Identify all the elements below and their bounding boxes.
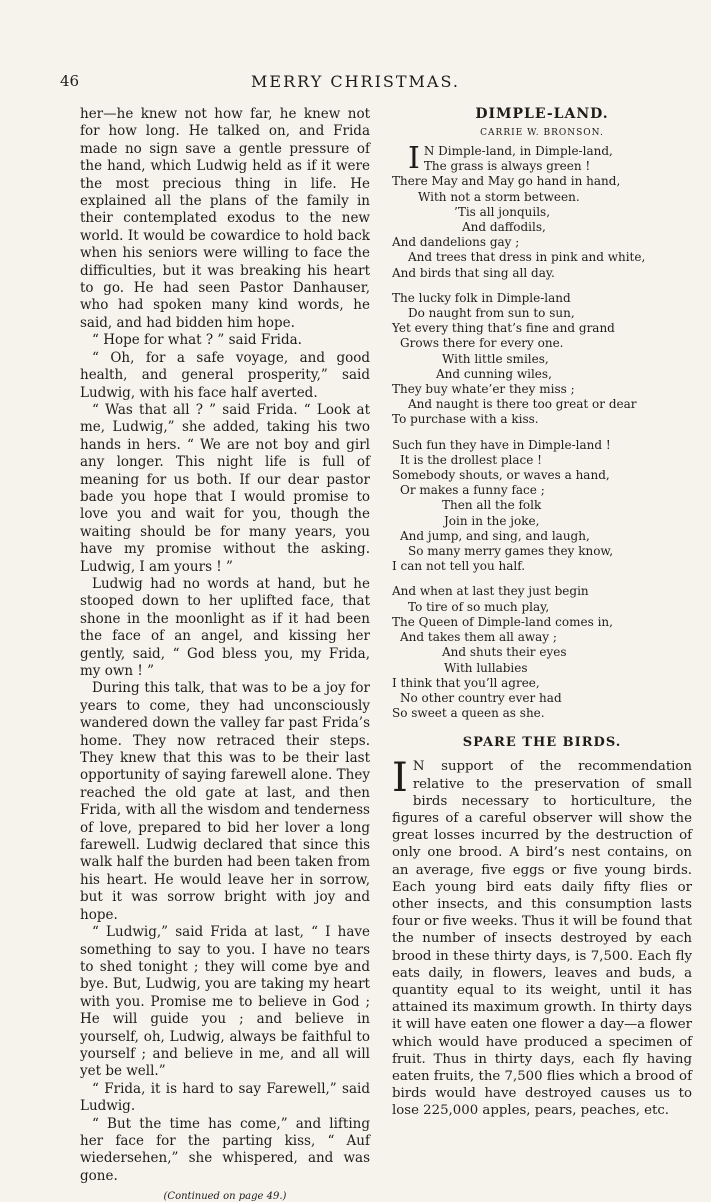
- poem-line-text: And shuts their eyes: [442, 645, 567, 660]
- poem-line-text: To purchase with a kiss.: [392, 412, 539, 427]
- poem-line: [392, 235, 692, 250]
- poem-line-text: And jump, and sing, and laugh,: [400, 528, 590, 543]
- continued-note: (Continued on page 49.): [163, 1191, 287, 1202]
- poem-line-text: N Dimple-land, in Dimple-land,: [423, 144, 613, 158]
- poem-line-text: With lullabies: [444, 660, 528, 675]
- poem-line-text: The grass is always green !: [423, 159, 591, 174]
- poem-line: [392, 291, 692, 306]
- poem-line: [392, 220, 692, 235]
- page-number: 46: [60, 72, 80, 90]
- poem-line-text: They buy whate’er they miss ;: [392, 382, 575, 397]
- poem-line: [392, 661, 692, 676]
- poem-line: [392, 514, 692, 529]
- story-paragraph: “ But the time has come,” and lifting her face for the parting kiss, “ Auf wiedersehen,” she whispered, and was gone.: [80, 1115, 370, 1184]
- poem-line: [392, 190, 692, 205]
- article-text: N support of the recommendation relative to the preservation of small birds necessary to horticulture, the figures of a careful observer will show the great losses incurred by the destruction of only one brood. A bird’s nest contains, on an average, five eggs or five young birds. Each young bird eats daily fifty flies or other insects, and this consumption lasts four or five weeks. Thus it will be found that the number of insects destroyed by each brood in these thirty days, is 7,500. Each fly eats daily, in flowers, leaves and buds, a quantity equal to its weight, until it has attained its maximum growth. In thirty days it will have eaten one flower a day—a flower which would have produced a specimen of fruit. Thus in thirty days, each fly having eaten fruits, the 7,500 flies which a brood of birds would have destroyed causes us to lose 225,000 apples, pears, peaches, etc.: [392, 759, 692, 1119]
- poem-line: [392, 438, 692, 453]
- article-body: [392, 755, 692, 1119]
- poem-line: [392, 529, 692, 544]
- poem-line-text: The lucky folk in Dimple-land: [392, 290, 571, 305]
- poem-line: [392, 483, 692, 498]
- poem-line: [392, 367, 692, 382]
- story-paragraph: “ Was that all ? ” said Frida. “ Look at me, Ludwig,” she added, taking his two hands in hers. “ We are not boy and girl any longer. This night life is full of meaning for us both. If our dear pastor bade you hope that I would promise to love you and wait for you, though the waiting should be for many years, you have my promise without the asking. Ludwig, I am yours ! ”: [80, 401, 370, 575]
- poem-line: [392, 352, 692, 367]
- poem-stanza: [392, 438, 692, 575]
- poem-title: DIMPLE-LAND.: [475, 106, 609, 122]
- poem-line: [392, 250, 692, 265]
- poem-line: [392, 676, 692, 691]
- poem-line: [392, 174, 692, 189]
- poem-line: [392, 630, 692, 645]
- poem-line: [392, 559, 692, 574]
- poem-line: [392, 645, 692, 660]
- poem-stanza: [392, 584, 692, 721]
- story-column: [80, 106, 370, 1202]
- poem-line-text: And when at last they just begin: [392, 584, 589, 599]
- right-column: [392, 106, 692, 1120]
- article-dropcap: I: [392, 755, 408, 802]
- poem-line: [392, 266, 692, 281]
- poem-line-text: Then all the folk: [442, 498, 542, 513]
- poem-line-text: Or makes a funny face ;: [400, 483, 545, 498]
- story-paragraph: “ Oh, for a safe voyage, and good health, and general prosperity,” said Ludwig, with his face half averted.: [80, 349, 370, 401]
- poem-line-text: Somebody shouts, or waves a hand,: [392, 468, 610, 483]
- poem-line-text: I can not tell you half.: [392, 559, 526, 574]
- poem-line-text: And daffodils,: [462, 220, 546, 235]
- poem-line-text: And dandelions gay ;: [392, 235, 520, 250]
- poem-line-text: With little smiles,: [442, 351, 549, 366]
- poem-line-text: So sweet a queen as she.: [392, 706, 545, 721]
- poem-line-text: Such fun they have in Dimple-land !: [392, 437, 611, 452]
- poem-stanza: [392, 291, 692, 428]
- poem-author: CARRIE W. BRONSON.: [480, 128, 604, 138]
- poem-line-text: To tire of so much play,: [408, 599, 550, 614]
- poem-line-text: And birds that sing all day.: [392, 265, 555, 280]
- poem-line: [392, 306, 692, 321]
- poem-line-text: No other country ever had: [400, 690, 562, 705]
- poem-line: [392, 159, 692, 174]
- poem-line: [392, 321, 692, 336]
- poem-line-text: It is the drollest place !: [400, 452, 543, 467]
- poem-line-text: Grows there for every one.: [400, 336, 564, 351]
- poem-line-text: ’Tis all jonquils,: [454, 204, 551, 219]
- poem-body: [392, 141, 692, 721]
- story-paragraph: During this talk, that was to be a joy for years to come, they had unconsciously wandered down the valley far past Frida’s home. They now retraced their steps. They knew that this was to be their last opportunity of saying farewell alone. They reached the old gate at last, and then Frida, with all the wisdom and tenderness of love, prepared to bid her lover a long farewell. Ludwig declared that since this walk half the burden had been taken from his heart. He would leave her in sorrow, but it was sorrow bright with joy and hope.: [80, 680, 370, 923]
- poem-line-text: With not a storm between.: [418, 189, 580, 204]
- story-paragraph: her—he knew not how far, he knew not for how long. He talked on, and Frida made no sign save a gentle pressure of the hand, which Ludwig held as if it were the most precious thing in life. He explained all the plans of the family in their contemplated exodus to the new world. It would be cowardice to hold back when his seniors were willing to face the difficulties, but it was breaking his heart to go. He had seen Pastor Danhauser, who had spoken many kind words, he said, and had bidden him hope.: [80, 106, 370, 331]
- article-title: SPARE THE BIRDS.: [462, 735, 622, 751]
- poem-line-text: Yet every thing that’s fine and grand: [392, 321, 615, 336]
- story-paragraph: “ Frida, it is hard to say Farewell,” said Ludwig.: [80, 1080, 370, 1115]
- poem-line: [392, 584, 692, 599]
- poem-line: [392, 615, 692, 630]
- story-paragraph: Ludwig had no words at hand, but he stooped down to her uplifted face, that shone in the moonlight as if it had been the face of an angel, and kissing her gently, said, “ God bless you, my Frida, my own ! ”: [80, 575, 370, 679]
- poem-line-text: Join in the joke,: [444, 513, 540, 528]
- poem-line: [392, 205, 692, 220]
- poem-stanza: [392, 141, 692, 281]
- poem-line-text: The Queen of Dimple-land comes in,: [392, 614, 613, 629]
- poem-line-text: So many merry games they know,: [408, 544, 614, 559]
- poem-line: [392, 498, 692, 513]
- poem-line: [392, 691, 692, 706]
- poem-line: [392, 706, 692, 721]
- poem-line: [392, 397, 692, 412]
- poem-line: [392, 336, 692, 351]
- story-paragraph: “ Ludwig,” said Frida at last, “ I have something to say to you. I have no tears to shed tonight ; they will come bye and bye. But, Ludwig, you are taking my heart with you. Promise me to believe in God ; He will guide you ; and believe in yourself, oh, Ludwig, always be faithful to yourself ; and believe in me, and all will yet be well.”: [80, 924, 370, 1080]
- poem-line-text: And takes them all away ;: [400, 630, 557, 645]
- poem-line-text: And naught is there too great or dear: [408, 397, 637, 412]
- poem-line: [392, 382, 692, 397]
- poem-line-text: And trees that dress in pink and white,: [408, 250, 646, 265]
- running-title: MERRY CHRISTMAS.: [251, 72, 460, 91]
- poem-line-text: Do naught from sun to sun,: [408, 306, 575, 321]
- poem-line: [392, 468, 692, 483]
- poem-line-text: There May and May go hand in hand,: [392, 174, 621, 189]
- story-paragraph: “ Hope for what ? ” said Frida.: [92, 332, 302, 349]
- poem-line: [392, 412, 692, 427]
- poem-line-text: I think that you’ll agree,: [392, 675, 540, 690]
- poem-line: [392, 544, 692, 559]
- poem-line: [392, 453, 692, 468]
- poem-dropcap: I: [408, 141, 420, 176]
- poem-line: [392, 600, 692, 615]
- poem-line-text: And cunning wiles,: [436, 366, 552, 381]
